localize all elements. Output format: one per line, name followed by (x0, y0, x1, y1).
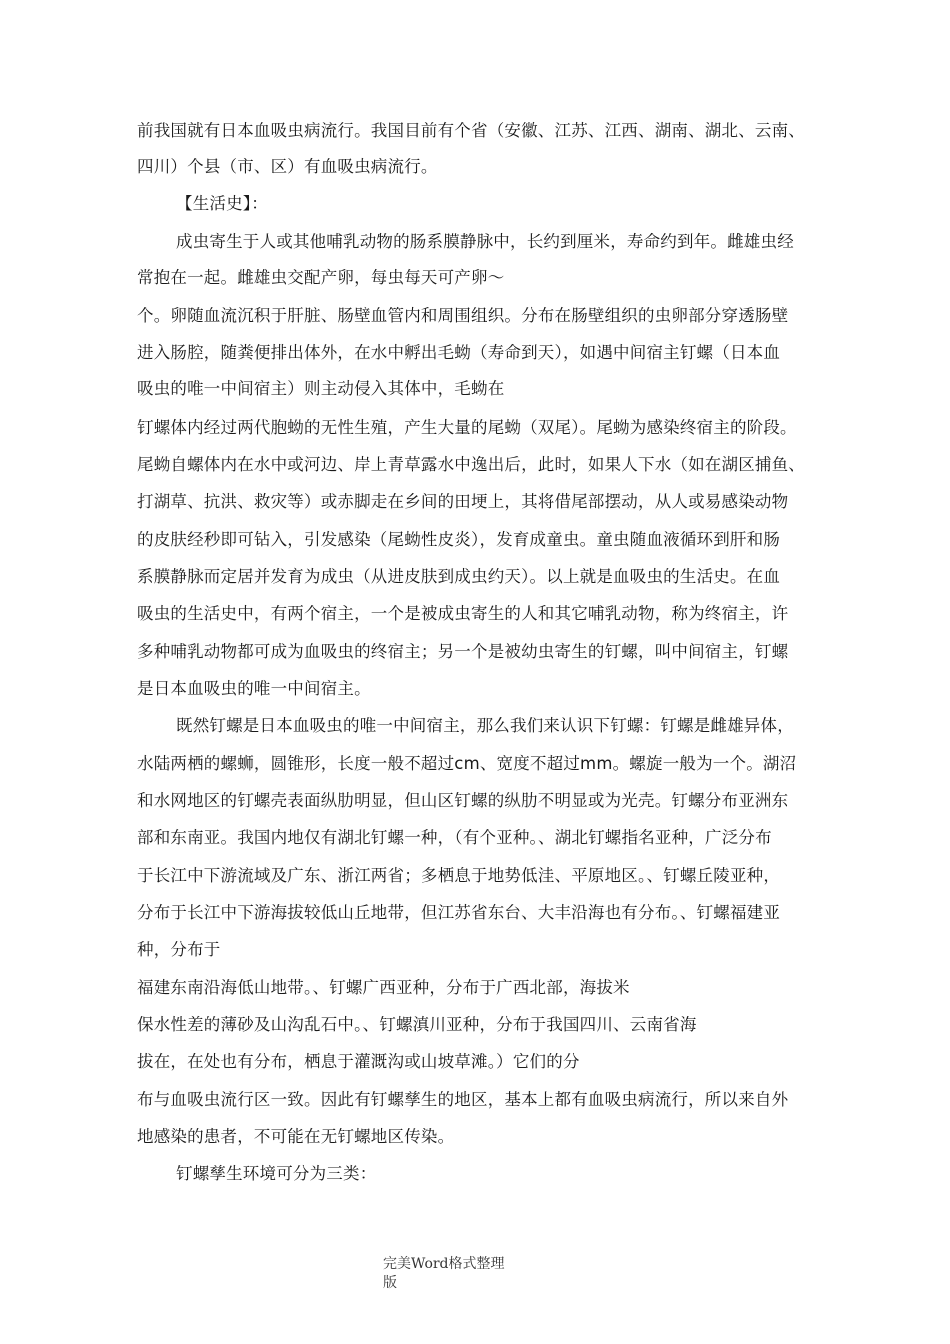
body-text-line: 地感染的患者，不可能在无钉螺地区传染。 (137, 1127, 455, 1146)
body-text-line: 钉螺体内经过两代胞蚴的无性生殖，产生大量的尾蚴（双尾）。尾蚴为感染终宿主的阶段。 (137, 418, 797, 437)
body-text-line: 多种哺乳动物都可成为血吸虫的终宿主；另一个是被幼虫寄生的钉螺，叫中间宿主，钉螺 (137, 642, 789, 661)
body-text-line: 于长江中下游流域及广东、浙江两省；多栖息于地势低洼、平原地区。、钉螺丘陵亚种， (137, 866, 781, 885)
body-text-line: 既然钉螺是日本血吸虫的唯一中间宿主，那么我们来认识下钉螺：钉螺是雌雄异体， (176, 716, 794, 735)
page-footer-text: 完美Word格式整理 (383, 1256, 505, 1272)
body-text-line: 种，分布于 (137, 940, 221, 959)
body-text-line: 布与血吸虫流行区一致。因此有钉螺孳生的地区，基本上都有血吸虫病流行，所以来自外 (137, 1090, 789, 1109)
body-text-line: 系膜静脉而定居并发育为成虫（从进皮肤到成虫约天）。以上就是血吸虫的生活史。在血 (137, 567, 781, 586)
body-text-line: 水陆两栖的螺蛳，圆锥形，长度一般不超过cm、宽度不超过mm。螺旋一般为一个。湖沼 (137, 754, 797, 773)
body-text-line: 成虫寄生于人或其他哺乳动物的肠系膜静脉中，长约到厘米，寿命约到年。雌雄虫经 (176, 232, 794, 251)
body-text-line: 分布于长江中下游海拔较低山丘地带，但江苏省东台、大丰沿海也有分布。、钉螺福建亚 (137, 903, 781, 922)
body-text-line: 福建东南沿海低山地带。、钉螺广西亚种，分布于广西北部，海拔米 (137, 978, 630, 997)
body-text-line: 打湖草、抗洪、救灾等）或赤脚走在乡间的田埂上，其将借尾部摆动，从人或易感染动物 (137, 492, 789, 511)
body-text-line: 吸虫的生活史中，有两个宿主，一个是被成虫寄生的人和其它哺乳动物，称为终宿主，许 (137, 604, 789, 623)
body-text-line: 尾蚴自螺体内在水中或河边、岸上青草露水中逸出后，此时，如果人下水（如在湖区捕鱼、 (137, 455, 805, 474)
section-heading: 【生活史】： (176, 194, 268, 213)
body-text-line: 个。卵随血流沉积于肝脏、肠壁血管内和周围组织。分布在肠壁组织的虫卵部分穿透肠壁 (137, 306, 789, 325)
body-text-line: 保水性差的薄砂及山沟乱石中。、钉螺滇川亚种，分布于我国四川、云南省海 (137, 1015, 697, 1034)
body-text-line: 部和东南亚。我国内地仅有湖北钉螺一种，（有个亚种。、湖北钉螺指名亚种，广泛分布 (137, 828, 772, 847)
body-text-line: 钉螺孳生环境可分为三类： (176, 1164, 377, 1183)
body-text-line: 四川）个县（市、区）有血吸虫病流行。 (137, 157, 438, 176)
body-text-line: 进入肠腔，随粪便排出体外，在水中孵出毛蚴（寿命到天），如遇中间宿主钉螺（日本血 (137, 343, 781, 362)
body-text-line: 吸虫的唯一中间宿主）则主动侵入其体中，毛蚴在 (137, 379, 505, 398)
page-footer-text: 版 (383, 1275, 397, 1291)
body-text-line: 和水网地区的钉螺壳表面纵肋明显，但山区钉螺的纵肋不明显或为光壳。钉螺分布亚洲东 (137, 791, 789, 810)
body-text-line: 的皮肤经秒即可钻入，引发感染（尾蚴性皮炎），发育成童虫。童虫随血液循环到肝和肠 (137, 530, 781, 549)
body-text-line: 是日本血吸虫的唯一中间宿主。 (137, 679, 371, 698)
body-text-line: 拔在，在处也有分布，栖息于灌溉沟或山坡草滩。）它们的分 (137, 1052, 580, 1071)
body-text-line: 常抱在一起。雌雄虫交配产卵，每虫每天可产卵～ (137, 268, 505, 287)
body-text-line: 前我国就有日本血吸虫病流行。我国目前有个省（安徽、江苏、江西、湖南、湖北、云南、 (137, 121, 805, 140)
